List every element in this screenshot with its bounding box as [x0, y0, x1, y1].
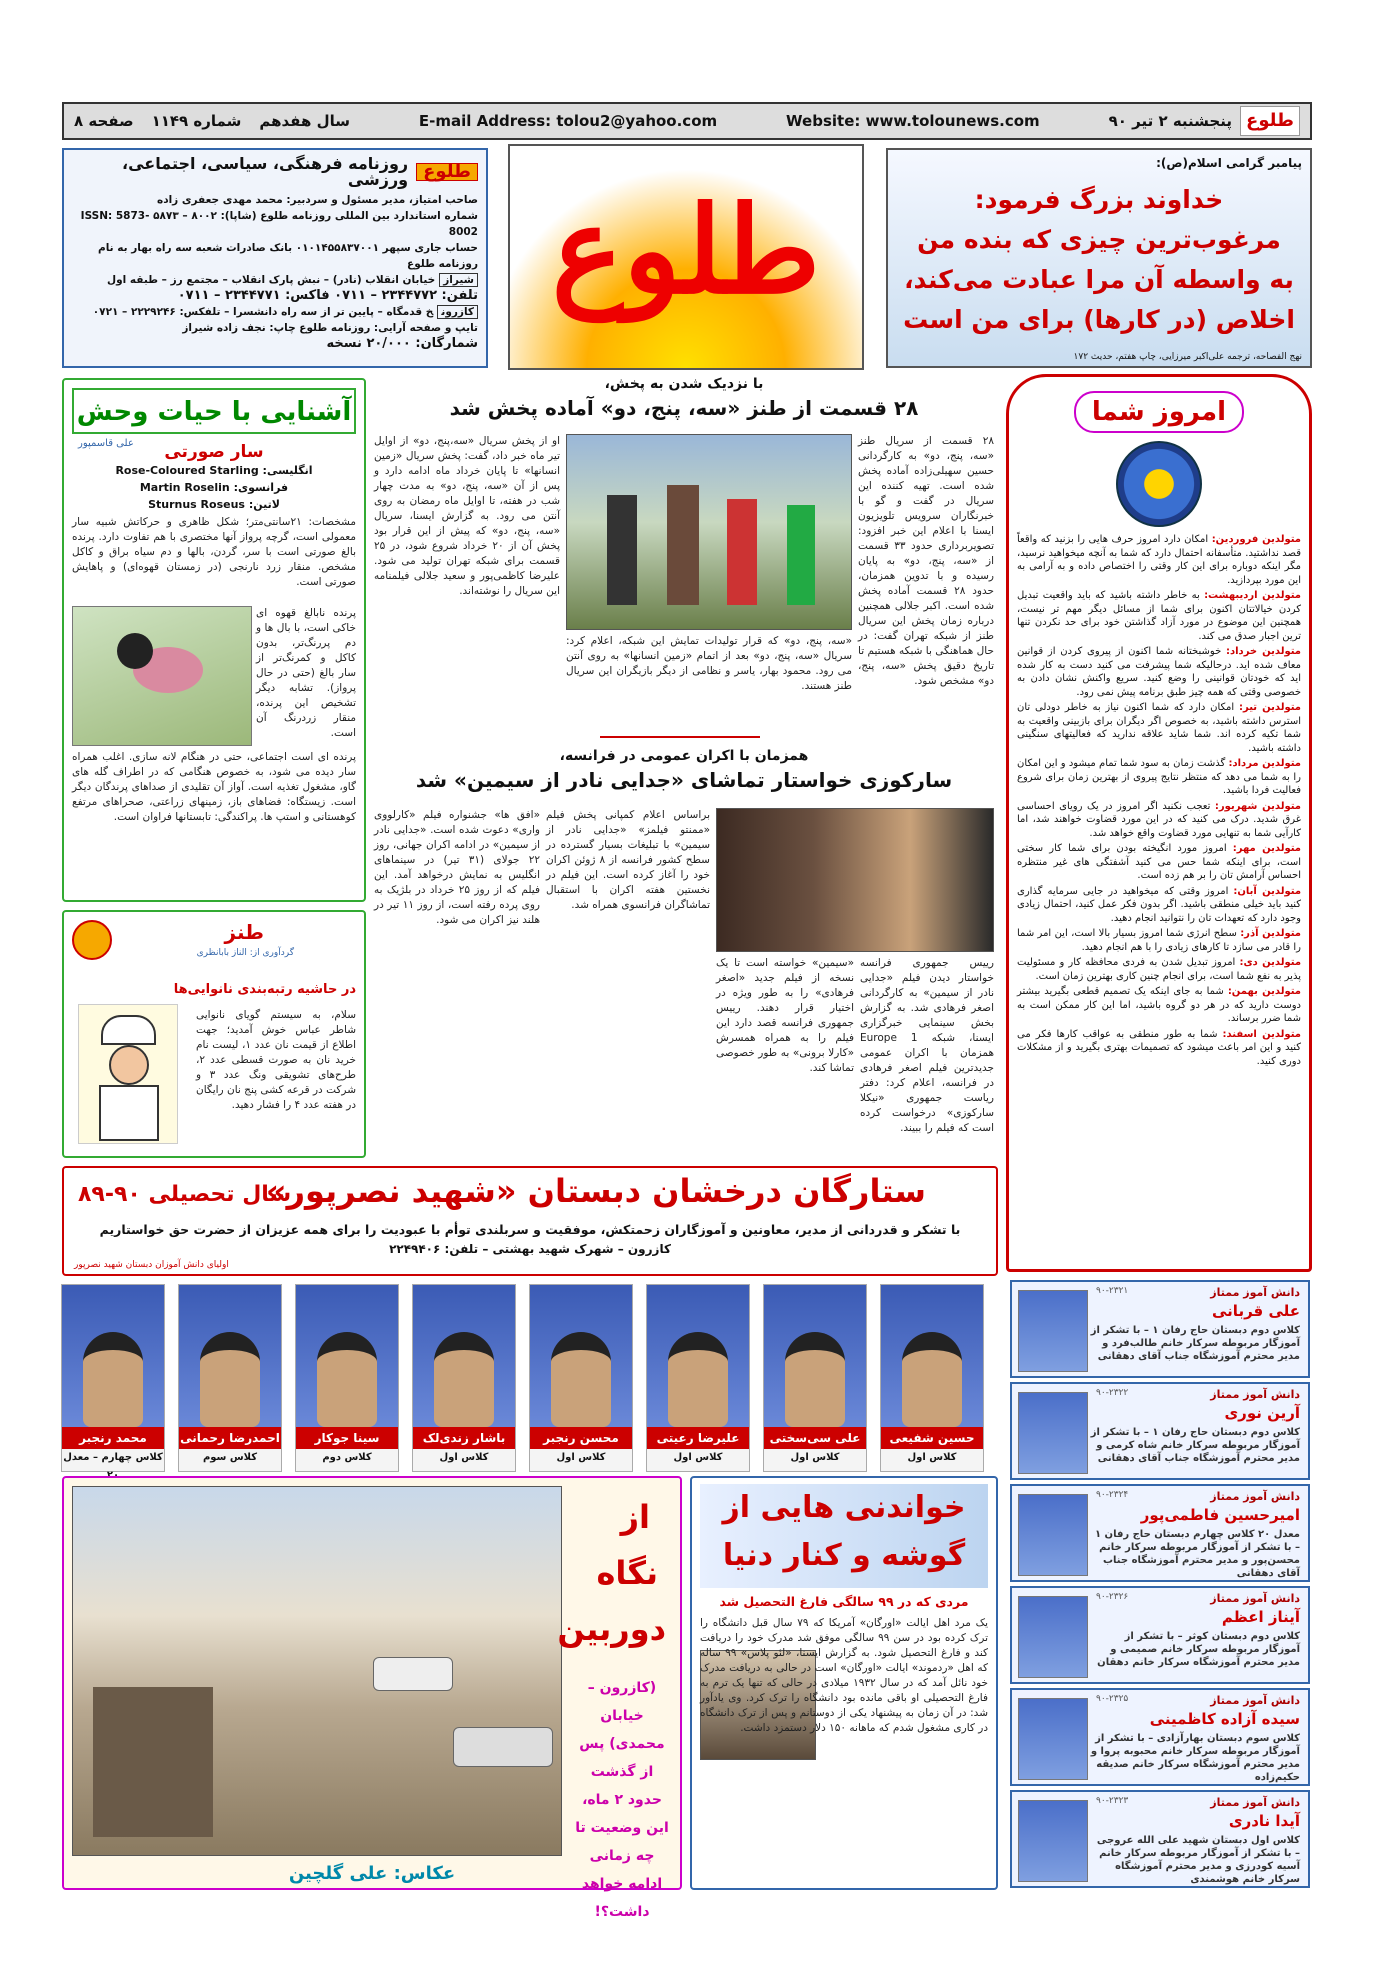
logo-small: طلوع	[1240, 106, 1300, 136]
camera-title1: از	[620, 1498, 650, 1536]
school-banner	[62, 1166, 998, 1276]
wildlife-box	[62, 378, 366, 902]
honor-student-photo	[1018, 1290, 1088, 1372]
hadith-lead: پیامبر گرامی اسلام(ص):	[1156, 156, 1302, 170]
honor-name: آیدا نادری	[1228, 1812, 1300, 1830]
baker-cartoon	[78, 1004, 178, 1144]
student-name: محسن رنجبر	[530, 1427, 632, 1449]
wildlife-title: آشنایی با حیات وحش	[72, 388, 356, 434]
label-en: انگلیسی:	[262, 464, 313, 477]
horoscope-item	[1017, 533, 1301, 587]
horoscope-item	[1017, 956, 1301, 983]
article1-col3: او از پخش سریال «سه،پنج، دو» از اوایل تیر ماه خبر داد، گفت: پخش سریال «زمین انسانها» تا پایان خرداد ماه ادامه دارد و پس از آن «سه، پنج، دو» به مدت چهار شب در هفته، تا اوایل ماه رمضان به روی آنتن می رود. به گزارش ایسنا، سریال «سه، پنج، دو» که پیش از این قرار بود پخش آن از ۲۰ خرداد شروع شود، در ۲۵ قسمت برای شبکه تهران تولید می شود. علیرضا کاظمی‌پور و سعید جلالی فیلمنامه این سریال را نوشته‌اند.	[374, 435, 561, 597]
honor-name: سیده آزاده کاظمینی	[1149, 1710, 1300, 1728]
student-class: کلاس اول	[556, 1452, 606, 1463]
student-photo	[881, 1285, 983, 1427]
horoscope-month: متولدین اردیبهشت:	[1204, 590, 1301, 601]
masthead	[508, 144, 864, 370]
honor-desc: کلاس اول دبستان شهید علی الله عروجی – با تشکر از آموزگار مربوطه سرکار خانم آسیه کودرزی و مدیر محترم آموزشگاه سرکار خانم هوشمندی	[1096, 1835, 1300, 1885]
horoscope-item	[1017, 1028, 1301, 1069]
website[interactable]: Website: www.tolounews.com	[786, 112, 1040, 130]
honor-label: دانش آموز ممتاز	[1210, 1592, 1300, 1605]
honor-label: دانش آموز ممتاز	[1210, 1796, 1300, 1809]
student-class: کلاس اول	[790, 1452, 840, 1463]
horoscope-month: متولدین مهر:	[1232, 843, 1302, 854]
honor-name: آیناز اعظم	[1221, 1608, 1300, 1626]
info-brand: طلوع	[416, 163, 478, 181]
article2-col3: براساس اعلام کمپانی پخش فیلم «ممنتو فیلمز» «جدایی نادر از سیمین» با تبلیغات بسیار گسترده در سطح کشور فرانسه از ۸ ژوئن اکران خود را آغاز کرده است. این فیلم در نخستین هفته اکران با استقبال تماشاگران فرانسوی همراه شد.	[546, 809, 710, 911]
article1-title: ۲۸ قسمت از طنز «سه، پنج، دو» آماده پخش شد	[449, 396, 919, 420]
camera-title2: نگاه	[596, 1554, 658, 1592]
honor-label: دانش آموز ممتاز	[1210, 1286, 1300, 1299]
name-fr: Martin Roselin	[139, 481, 230, 494]
honor-student-card	[1010, 1484, 1310, 1582]
honor-student-card	[1010, 1280, 1310, 1378]
honor-code: ۹۰-۲۳۲۳	[1096, 1796, 1129, 1806]
banner-year: سال تحصیلی ۹۰-۸۹	[78, 1182, 292, 1207]
info-title: روزنامه فرهنگی، سیاسی، اجتماعی، ورزشی	[122, 154, 409, 189]
student-card	[529, 1284, 633, 1472]
honor-student-photo	[1018, 1800, 1088, 1882]
horoscope-text: گذشت زمان به سود شما تمام میشود و این امکان را به شما می دهد که منتظر نتایج پیروی از بهترین زمان برای شروع فعالیت فردا باشید.	[1017, 758, 1301, 796]
horoscope-box	[1006, 374, 1312, 1272]
honor-code: ۹۰-۲۳۲۴	[1096, 1490, 1129, 1500]
year: سال هفدهم	[259, 112, 351, 130]
camera-credit: عکاس: علی گلچین	[288, 1863, 456, 1884]
honor-desc: معدل ۲۰ کلاس چهارم دبستان حاج رفان ۱ – با تشکر از آموزگار مربوطه سرکار خانم محسن‌پور و مدیر محترم آموزشگاه جناب آقای دهقانی	[1094, 1529, 1300, 1579]
camera-box	[62, 1476, 682, 1920]
student-name: باشار زندی‌لک	[413, 1427, 515, 1449]
article2-col4: «افق ها» جشنواره فیلم «کارلووی واری» دعوت شده است. «جدایی نادر از سیمین» در ادامه اکران جهانی، روز ۲۲ جولای (۳۱ تیر) در سینماهای انگلیس به نمایش درخواهد آمد. این فیلم که از روز ۲۵ خرداد در بلژیک به روی پرده رفته است، از روز ۱۱ تیر در هلند نیز اکران می شود.	[374, 809, 540, 926]
camera-caption: (کازرون – خیابان محمدی) پس از گذشت حدود ۲ ماه، این وضعیت تا چه زمانی ادامه خواهد داشت؟!	[575, 1680, 669, 1920]
horoscope-item	[1017, 701, 1301, 755]
horoscope-month: متولدین آبان:	[1233, 885, 1302, 897]
article2-col1: رییس جمهوری فرانسه خواستار دیدن فیلم «جدایی نادر از سیمین» به کارگردانی اصغر فرهادی شد. به گزارش بخش سینمایی خبرگزاری ایسنا، شبکه Europe 1 همزمان با اکران عمومی جدیدترین فیلم اصغر فرهادی در فرانسه، اعلام کرد: دفتر ریاست جمهوری «نیکلا سارکوزی» درخواست کرده است که فیلم را ببیند.	[860, 957, 994, 1134]
joke-headline: در حاشیه رتبه‌بندی نانوایی‌ها	[173, 982, 356, 997]
honor-student-card	[1010, 1382, 1310, 1480]
student-class: کلاس اول	[439, 1452, 489, 1463]
species-name: سار صورتی	[164, 442, 264, 462]
student-class: کلاس دوم	[322, 1452, 372, 1463]
horoscope-item	[1017, 842, 1301, 883]
label-la: لاتین:	[248, 498, 280, 511]
student-name: حسین شفیعی	[881, 1427, 983, 1449]
honor-code: ۹۰-۲۳۲۶	[1096, 1592, 1129, 1602]
honor-desc: کلاس سوم دبستان بهارآزادی – با تشکر از آموزگار مربوطه سرکار خانم محبوبه پروا و مدیر محترم آموزشگاه سرکار خانم صدیقه حکیم‌زاده	[1090, 1733, 1300, 1783]
article2-col2: «سیمین» خواسته است تا یک نسخه از فیلم جدید «اصغر فرهادی» را به طور ویژه در اختیار قرار دهند. رییس جمهوری فرانسه قصد دارد این فیلم را به همراه همسرش «کارلا برونی» به طور خصوصی تماشا کند.	[716, 957, 854, 1074]
student-photo	[413, 1285, 515, 1427]
separator-line	[600, 736, 760, 738]
world-title: خواندنی هایی از گوشه و کنار دنیا	[700, 1484, 988, 1588]
student-class: کلاس چهارم – معدل	[63, 1452, 163, 1463]
horoscope-item	[1017, 757, 1301, 798]
horoscope-month: متولدین تیر:	[1238, 702, 1301, 713]
hadith-text: خداوند بزرگ فرمود: مرغوب‌ترین چیزی که بنده من به واسطه آن مرا عبادت می‌کند، اخلاص (در کارها) برای من است	[903, 185, 1295, 334]
article1-col1: ۲۸ قسمت از سریال طنز «سه، پنج، دو» به کارگردانی حسین سهیلی‌زاده آماده پخش شده است. تهیه کننده این سریال در گفت و گو با خبرنگاران سرویس تلویزیون ایسنا با اعلام این خبر افزود: تصویربرداری حدود ۳۳ قسمت از «سه، پنج، دو» به پایان رسیده و با تدوین همزمان، حدود ۲۸ قسمت آماده پخش شده است. اکبر جلالی همچنین درباره زمان پخش این سریال طنز از شبکه تهران گفت: در حال هماهنگی با شبکه هستیم تا تاریخ دقیق پخش «سه، پنج، دو» مشخص شود.	[858, 435, 994, 687]
honor-name: علی قربانی	[1212, 1302, 1300, 1320]
starling-photo	[72, 606, 252, 746]
honor-label: دانش آموز ممتاز	[1210, 1694, 1300, 1707]
honor-student-card	[1010, 1586, 1310, 1684]
student-name: احمدرضا رحمانی	[179, 1427, 281, 1449]
issue-number: شماره ۱۱۴۹	[151, 112, 242, 130]
horoscope-title: امروز شما	[1074, 391, 1244, 433]
street-photo	[72, 1486, 562, 1856]
joke-box	[62, 910, 366, 1158]
info-shiraz: شیراز	[439, 273, 478, 287]
horoscope-text: خوشبختانه شما اکنون از پیروی کردن از قوانین معاف شده اید. درحالیکه شما پیشرفت می کنید دست به کار شده اید که خودتان قوانینی را وضع کنید. سریع واکنش نشان دادن به خصوصی وقتی که همه چیز طبق برنامه پیش نمی رود.	[1017, 646, 1301, 698]
article2-title: سارکوزی خواستار تماشای «جدایی نادر از سیمین» شد	[415, 768, 953, 792]
horoscope-month: متولدین آذر:	[1240, 928, 1301, 939]
honor-desc: کلاس دوم دبستان کوثر – با تشکر از آموزگار مربوطه سرکار خانم صمیمی و مدیر محترم آموزشگاه سرکار خانم دهقان	[1097, 1631, 1300, 1668]
student-photo	[62, 1285, 164, 1427]
student-class: کلاس اول	[907, 1452, 957, 1463]
header-bar	[62, 102, 1312, 140]
honor-student-photo	[1018, 1596, 1088, 1678]
horoscope-month: متولدین بهمن:	[1227, 986, 1302, 997]
honor-desc: کلاس دوم دبستان حاج رفان ۱ – با تشکر از آموزگار مربوطه سرکار خانم شاه کرمی و مدیر محترم آموزشگاه جناب آقای دهقانی	[1090, 1427, 1300, 1464]
joke-logo-icon	[72, 920, 112, 960]
world-body: یک مرد اهل ایالت «اورگان» آمریکا که ۷۹ سال قبل دانشگاه را ترک کرده بود در سن ۹۹ سالگی موفق شد مدرک خود را دریافت کند و فارغ التحصیل شود. به گزارش ایسنا، «لئو پلاس» ۹۹ ساله که اهل «ردموند» ایالت «اورگان» است در حالی به دریافت مدرک خود نائل آمد که در سال ۱۹۳۲ میلادی در حالی که تنها یک ترم به فارغ التحصیلی او باقی مانده بود دانشگاه را ترک کرد. وی یادآور شد: در آن زمان به پیشنهاد یکی از دوستانم و پس از ترک دانشگاه در کاری مشغول شدم که ماهانه ۱۵۰ دلار دستمزد داشت.	[700, 1617, 988, 1734]
joke-title: طنز	[224, 920, 264, 944]
world-box	[690, 1476, 998, 1890]
masthead-logo: طلوع	[551, 180, 821, 321]
honor-label: دانش آموز ممتاز	[1210, 1490, 1300, 1503]
student-photo	[179, 1285, 281, 1427]
honor-code: ۹۰-۲۳۲۵	[1096, 1694, 1129, 1704]
student-card	[880, 1284, 984, 1472]
student-photo	[647, 1285, 749, 1427]
horoscope-item	[1017, 985, 1301, 1026]
honor-code: ۹۰-۲۳۲۲	[1096, 1388, 1129, 1398]
honor-name: امیرحسین فاطمی‌پور	[1140, 1506, 1300, 1524]
zodiac-wheel-icon	[1116, 441, 1202, 527]
hadith-source: نهج الفصاحه، ترجمه علی‌اکبر میرزایی، چاپ هفتم، حدیث ۱۷۲	[1073, 352, 1302, 362]
horoscope-month: متولدین شهریور:	[1214, 800, 1302, 812]
student-name: محمد رنجبر	[62, 1427, 164, 1449]
wildlife-author: علی قاسمپور	[78, 438, 134, 449]
horoscope-item	[1017, 645, 1301, 699]
student-class: کلاس اول	[673, 1452, 723, 1463]
wildlife-body2: پرنده نابالغ قهوه ای خاکی است، با بال ها و دم پررنگ‌تر، بدون کاکل و کمرنگ‌تر از سار بالغ (حتی در حال پرواز). تشابه دیگر تشخیص این پرنده، منقار زردرنگ آن است.	[256, 607, 356, 739]
horoscope-item	[1017, 800, 1301, 841]
student-card	[763, 1284, 867, 1472]
article2-photo	[716, 808, 994, 952]
student-card	[412, 1284, 516, 1472]
horoscope-month: متولدین فروردین:	[1211, 534, 1301, 545]
wildlife-body3: پرنده ای است اجتماعی، حتی در هنگام لانه سازی. اغلب همراه سار دیده می شود، به خصوص هنگامی که در اطراف گله های گاو، مشغول تغذیه است. آواز آن تقلیدی از صداهای پرندگان دیگر است. زیستگاه: فضاهای باز، زمینهای زراعتی، صحراهای مرتفع کوهستانی و استپ ها. پراکندگی: تابستانها فراوان است.	[72, 751, 356, 823]
info-line7: تایپ و صفحه آرایی: روزنامه طلوع چاپ: نجف زاده شیراز	[182, 322, 478, 334]
horoscope-item	[1017, 927, 1301, 954]
horoscope-text: امروز مورد انگیخته بودن برای شما کار سختی است، برای اینکه شما حس می کنید آشفتگی های غیر منتظره احساس آرامش تان را بر هم زده است.	[1017, 843, 1301, 881]
horoscope-month: متولدین دی:	[1239, 957, 1302, 968]
horoscope-text: به خاطر داشته باشید که باید واقعیت تبدیل کردن خیالاتتان اکنون برای شما از مسائل دیگر مهم تر نیست، همچنین این موضوع در مورد آزاد گذاشتن خود برای حد نکردن تنها ترین اجبار صدق می کند.	[1017, 590, 1301, 642]
name-en: Rose-Coloured Starling	[115, 464, 259, 477]
banner-title: ستارگان درخشان دبستان «شهید نصرپور»	[265, 1172, 926, 1210]
honor-student-card	[1010, 1688, 1310, 1786]
horoscope-text: امکان دارد که شما اکنون نیاز به خاطر دودلی تان استرس داشته باشید، به خصوص اگر دیگران برای بازبینی واقعیت به شما تکیه کرده اند. شما شاید علاقه ندارید که فعالیتهای سنگینی داشته باشید.	[1017, 702, 1301, 754]
horoscope-list	[1009, 533, 1309, 1068]
student-name: سینا جوکار	[296, 1427, 398, 1449]
honor-label: دانش آموز ممتاز	[1210, 1388, 1300, 1401]
student-card	[178, 1284, 282, 1472]
student-name: علیرضا رعیتی	[647, 1427, 749, 1449]
info-line5: تلفن: ۲۳۴۴۷۷۲ – ۰۷۱۱ فاکس: ۲۳۴۴۷۷۱ – ۰۷۱۱	[177, 288, 478, 303]
label-fr: فرانسوی:	[233, 481, 289, 494]
info-line8: شمارگان: ۲۰/۰۰۰ نسخه	[326, 336, 478, 351]
horoscope-month: متولدین مرداد:	[1228, 758, 1301, 769]
student-name: علی سی‌سختی	[764, 1427, 866, 1449]
student-photo	[530, 1285, 632, 1427]
horoscope-text: شما به جای اینکه یک تصمیم قطعی بگیرید بیشتر دوست دارید که در هر دو گروه باشید، اما این کار ممکن است به شما ضرر برساند.	[1017, 986, 1301, 1024]
wildlife-body1: مشخصات: ۲۱سانتی‌متر؛ شکل ظاهری و حرکاتش شبیه سار معمولی است، گرچه پرواز آنها مختصری با هم تفاوت دارد. پرنده بالغ صورتی است با سر، گردن، بالها و دم سیاه براق و کاکل مشخص. منقار زرد نارنجی (در زمستان قهوه‌ای) و پاهایش صورتی است.	[72, 516, 356, 588]
issue-date: پنجشنبه ۲ تیر ۹۰	[1108, 112, 1232, 130]
horoscope-item	[1017, 589, 1301, 643]
honor-student-card	[1010, 1790, 1310, 1888]
student-photo	[296, 1285, 398, 1427]
camera-title3: دوربین	[557, 1610, 666, 1648]
info-line3: حساب جاری سپهر ۰۱۰۱۴۵۵۸۳۷۰۰۱ بانک صادرات شعبه سه راه بهار به نام روزنامه طلوع	[98, 242, 478, 270]
honor-code: ۹۰-۲۳۲۱	[1096, 1286, 1129, 1296]
hadith-box	[886, 148, 1312, 368]
banner-parents: اولیای دانش آموزان دبستان شهید نصرپور	[74, 1260, 229, 1270]
info-line4: خیابان انقلاب (نادر) – نبش پارک انقلاب – مجتمع رز – طبقه اول	[107, 274, 436, 286]
student-class: کلاس سوم	[202, 1452, 258, 1463]
horoscope-text: سطح انرژی شما امروز بسیار بالا است، این امر شما را قادر می سازد تا کارهای زیادی را با هم انجام دهید.	[1017, 928, 1301, 953]
joke-body: سلام، به سیستم گویای نانوایی شاطر عباس خوش آمدید؛ جهت اطلاع از قیمت نان عدد ۱، لیست نام خرید نان به صورت قسطی عدد ۲، طرح‌های تشویقی ونگ عدد ۳ و شرکت در قرعه کشی پنج نان رایگان در هفته عدد ۴ را فشار دهید.	[196, 1009, 356, 1111]
page-number: صفحه ۸	[74, 112, 134, 130]
honor-desc: کلاس دوم دبستان حاج رفان ۱ – با تشکر از آموزگار مربوطه سرکار خانم طالب‌فرد و مدیر محترم آموزشگاه جناب آقای دهقانی	[1090, 1325, 1300, 1362]
horoscope-text: امروز وقتی که میخواهید در جایی سرمایه گذاری کنید باید خیلی منطقی باشید. اگر بدون فکر عمل کنید، احتمال زیادی وجود دارد که تعهدات تان را نتوانید انجام دهید.	[1017, 885, 1301, 924]
student-card	[646, 1284, 750, 1472]
article1-col2: «سه، پنج، دو» که قرار تولیدات تمایش این شبکه، اعلام کرد: سریال «سه، پنج، دو» بعد از اتمام «زمین انسانها» به روی آنتن می رود. محمود بهار، یاسر و نظامی از دیگر بازیگران این سریال طنز هستند.	[566, 635, 852, 692]
honor-name: آرین نوری	[1224, 1404, 1300, 1422]
horoscope-text: امروز تبدیل شدن به فردی محافظه کار و مسئولیت پذیر به نفع شما است، برای انجام چنین کاری بهترین زمان است.	[1017, 957, 1301, 982]
article1-kicker: با نزدیک شدن به پخش،	[604, 376, 764, 392]
banner-subtitle: با تشکر و قدردانی از مدیر، معاونین و آموزگاران زحمتکش، موفقیت و سربلندی توأم با عبودیت را برای همه عزیزان از حضرت حق خواستاریم	[99, 1222, 961, 1237]
horoscope-item	[1017, 885, 1301, 926]
honor-student-photo	[1018, 1494, 1088, 1576]
newspaper-info	[62, 148, 488, 368]
horoscope-text: شما به طور منطقی به عواقب کارها فکر می کنید و این امر باعث میشود که تصمیمات بهتری بگیرید و از مشکلات دوری کنید.	[1017, 1028, 1301, 1067]
student-card	[61, 1284, 165, 1472]
info-kazerun: کازرون	[437, 305, 478, 319]
horoscope-month: متولدین خرداد:	[1226, 646, 1301, 657]
joke-compiler: گردآوری از: الناز بابانظری	[196, 948, 294, 958]
student-card	[295, 1284, 399, 1472]
article2-kicker: همزمان با اکران عمومی در فرانسه،	[559, 748, 809, 764]
banner-address: کازرون – شهرک شهید بهشتی – تلفن: ۲۲۴۹۴۰۶	[389, 1242, 671, 1256]
email[interactable]: E-mail Address: tolou2@yahoo.com	[418, 112, 718, 130]
world-headline: مردی که در ۹۹ سالگی فارغ التحصیل شد	[719, 1594, 969, 1609]
student-photo	[764, 1285, 866, 1427]
article1-photo	[566, 434, 852, 630]
horoscope-text: امکان دارد امروز حرف هایی را بزنید که واقعاً قصد نداشتید. متأسفانه احتمال دارد که شما به آنچه میخواهید نرسید، مگر اینکه دوباره برای این کار وقتی را اختصاص داده و به آرامی به این مورد بپردازید.	[1017, 534, 1301, 586]
honor-student-photo	[1018, 1698, 1088, 1780]
horoscope-month: متولدین اسفند:	[1222, 1028, 1301, 1040]
honor-student-photo	[1018, 1392, 1088, 1474]
info-line6: خ قدمگاه – پایین تر از سه راه دانشسرا – تلفکس: ۲۲۲۹۲۴۶ – ۰۷۲۱	[92, 306, 434, 318]
horoscope-text: تعجب نکنید اگر امروز در یک رویای احساسی غرق شدید. درک می کنید که در این مورد قضاوت خواهند شد، اما کارآیی شما به تنهایی مورد قضاوت واقع خواهد شد.	[1017, 800, 1301, 839]
info-line1: صاحب امتیاز، مدیر مسئول و سردبیر: محمد مهدی جعفری زاده	[157, 194, 478, 206]
info-line2: شماره استاندارد بین المللی روزنامه طلوع (شاپا): ۸۰۰۲ – ۵۸۷۳ ISSN: 5873-8002	[80, 210, 478, 238]
name-la: Sturnus Roseus	[148, 498, 245, 511]
